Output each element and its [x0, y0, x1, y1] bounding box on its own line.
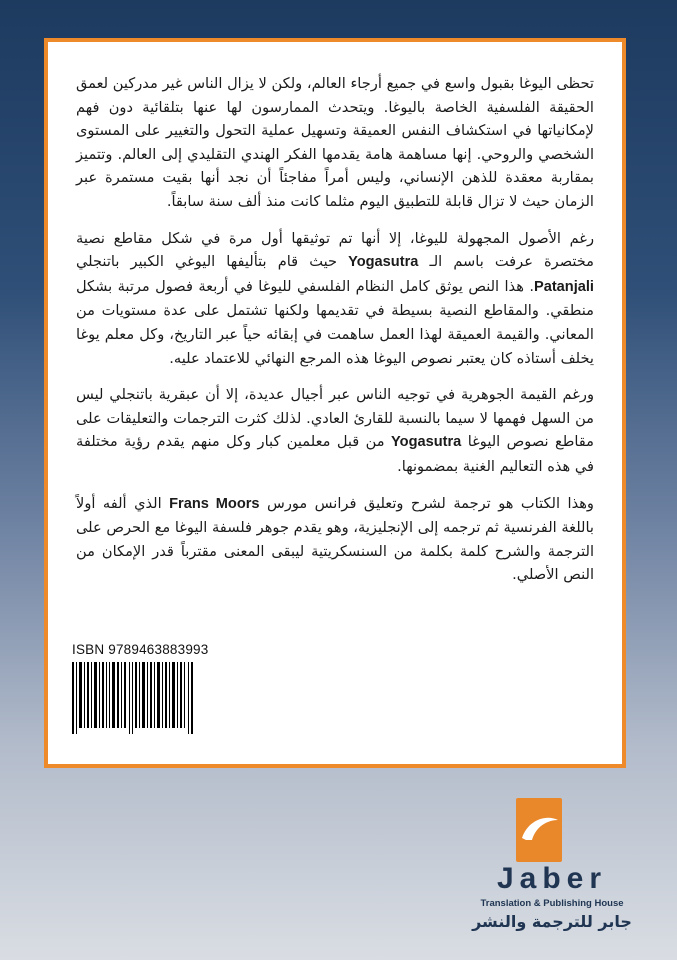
blurb	[76, 72, 594, 600]
isbn-label: ISBN 9789463883993	[72, 642, 209, 657]
publisher-arabic-name: جابر للترجمة والنشر	[472, 912, 632, 931]
publisher-subtitle: Translation & Publishing House	[480, 898, 624, 909]
paragraph-4-part-b: الذي ألفه أولاً باللغة الفرنسية ثم ترجمه إلى الإنجليزية، وهو يقدم جوهر فلسفة اليوغا مع الحرص على الترجمة والشرح كلمة بكلمة من السنسكريتية ليبقى المعنى مقترباً قدر الإمكان من النص الأصلي.	[76, 494, 594, 584]
publisher-emblem-icon	[516, 798, 562, 862]
paragraph-4-part-a: وهذا الكتاب هو ترجمة لشرح وتعليق فرانس مورس	[259, 494, 594, 512]
emblem-swoosh-icon	[516, 798, 562, 862]
paragraph-3	[76, 383, 594, 478]
paragraph-3-part-a: ورغم القيمة الجوهرية في توجيه الناس عبر أجيال عديدة، إلا أن عبقرية باتنجلي ليس من السهل فهمها لا سيما بالنسبة للقارئ العادي. لذلك كثرت الترجمات والتعليقات على مقاطع نصوص اليوغا	[76, 386, 594, 451]
paragraph-2-part-c: . هذا النص يوثق كامل النظام الفلسفي لليوغا في أربعة فصول مرتبة بشكل منطقي. والمقاطع النصية بسيطة في تقديمها ولكنها تشتمل على عدة مستويات من المعاني. والقيمة العميقة لهذا العمل ساهمت في إبقائه حياً عبر التاريخ، وكل معلم يوغا يخلف أستاذه كان يعتبر نصوص اليوغا هذه المرجع النهائي للاعتماد عليه.	[76, 277, 594, 367]
term-patanjali: Patanjali	[533, 278, 594, 295]
paragraph-2-part-b: حيث قام بتأليفها اليوغي الكبير باتنجلي	[76, 253, 349, 271]
paragraph-2-part-a: رغم الأصول المجهولة لليوغا، إلا أنها تم توثيقها أول مرة في شكل مقاطع نصية مختصرة عرفت باسم الـ	[76, 229, 594, 271]
publisher-logo	[472, 788, 632, 948]
paragraph-2	[76, 227, 594, 371]
back-cover-text-panel	[44, 38, 626, 768]
publisher-name: Jaber	[496, 862, 608, 895]
term-frans-moors: Frans Moors	[169, 495, 260, 512]
term-yogasutra: Yogasutra	[348, 254, 419, 271]
barcode-icon	[72, 662, 194, 734]
paragraph-3-part-b: من قبل معلمين كبار وكل منهم يقدم رؤية مختلفة في هذه التعاليم الغنية بمضمونها.	[76, 433, 594, 475]
paragraph-1: تحظى اليوغا بقبول واسع في جميع أرجاء العالم، ولكن لا يزال الناس غير مدركين لعمق الحقيقة الفلسفية الخاصة باليوغا. ويتحدث الممارسون لها عنها بتلقائية دون فهم لإمكانياتها في استكشاف النفس العميقة وتسهيل عملية التحول والتغيير على المستوى الشخصي والروحي. إنها مساهمة هامة يقدمها الفكر الهندي التقليدي إلى العالم. وتتميز بمقاربة معقدة للذهن الإنساني، وليس أمراً مفاجئاً أن نجد أنها بقيت مستمرة عبر الزمان حيث لا تزال قابلة للتطبيق اليوم مثلما كانت منذ ألف سنة سابقاً.	[76, 75, 594, 210]
term-yogasutra-2: Yogasutra	[391, 434, 462, 451]
paragraph-4	[76, 492, 594, 587]
